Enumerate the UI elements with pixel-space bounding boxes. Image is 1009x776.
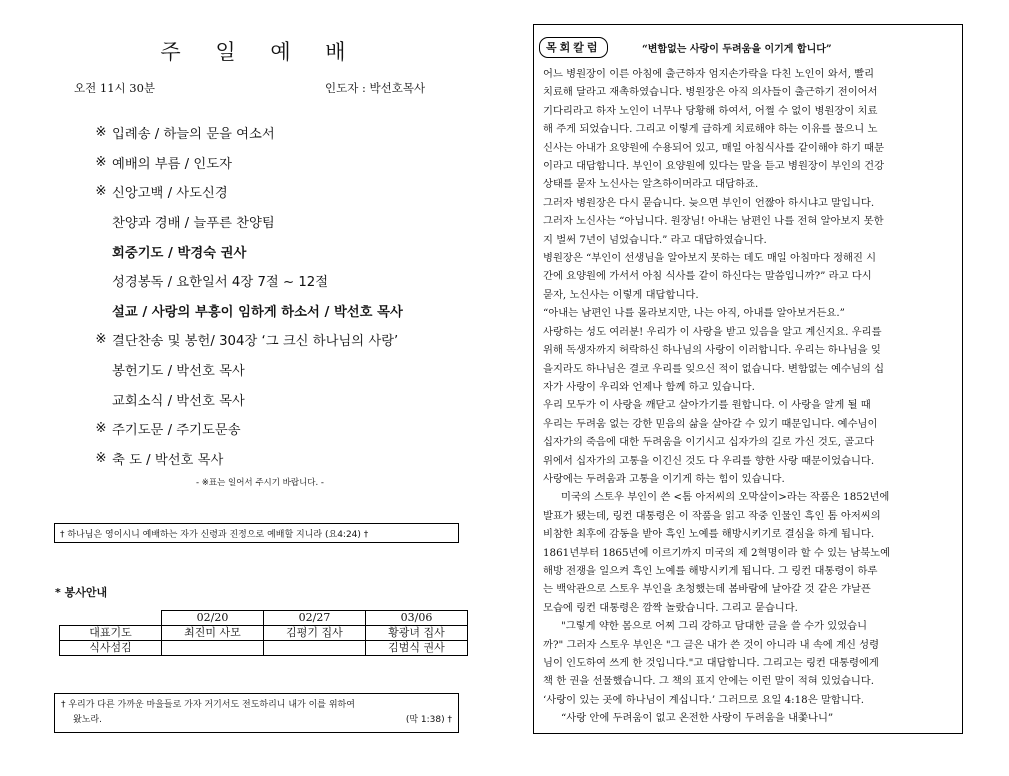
order-item-text: 설교 / 사랑의 부흥이 임하게 하소서 / 박선호 목사 [112,304,403,320]
column-line: ‘사랑이 있는 곳에 하나님이 계십니다.’ 그러므로 요일 4:18은 말합니다. [543,693,865,706]
order-item [90,207,510,237]
standing-mark: ※ [95,421,107,437]
column-line: 발표가 됐는데, 링컨 대통령은 이 작품을 읽고 작중 인물인 흑인 톰 아저씨의 [543,509,881,522]
table-corner-cell [60,611,162,626]
order-item [90,384,510,414]
standing-mark: ※ [95,450,107,466]
column-line: 해 주게 되었습니다. 그리고 이렇게 급하게 치료해야 하는 이유를 물으니 노 [543,123,878,136]
service-guide-heading: * 봉사안내 [55,586,108,599]
column-line: 책 한 권을 선물했습니다. 그 책의 표지 안에는 이런 말이 적혀 있었습니다. [543,675,875,688]
column-line: 지 벌써 7년이 넘었습니다.” 라고 대답하였습니다. [543,233,767,246]
table-cell: 김평기 집사 [264,626,366,641]
column-line: “아내는 남편인 나를 몰라보지만, 나는 아직, 아내를 알아보거든요.” [543,307,845,320]
order-item [90,414,510,444]
column-line: 치료해 달라고 재촉하였습니다. 병원장은 아직 의사들이 출근하기 전이어서 [543,86,878,99]
column-line: 우리 모두가 이 사랑을 깨닫고 살아가기를 원합니다. 이 사랑을 알게 될 때 [543,399,871,412]
mission-verse-ref: (막 1:38) † [405,715,452,725]
standing-note: - ※표는 일어서 주시기 바랍니다. - [195,478,324,488]
mission-verse-box [54,693,459,733]
service-time: 오전 11시 30분 [74,81,156,95]
column-line: 님이 인도하여 쓰게 한 것입니다."고 대답합니다. 그리고는 링컨 대통령에게 [543,657,879,669]
table-cell: 최진미 사모 [162,626,264,641]
service-leader: 인도자 : 박선호목사 [325,81,426,95]
standing-mark: ※ [95,125,107,141]
column-line: "그렇게 약한 몸으로 어찌 그리 강하고 담대한 글을 쓸 수가 있었습니 [561,620,868,633]
column-title: “변함없는 사랑이 두려움을 이기게 합니다” [642,44,832,55]
standing-mark: ※ [95,184,107,200]
column-line: 을지라도 하나님은 결코 우리를 잊으신 적이 없습니다. 변함없는 예수님의 십 [543,362,885,375]
column-line: 그러자 노신사는 “아닙니다. 원장님! 아내는 남편인 나를 전혀 알아보지 못한 [543,215,884,228]
column-line: 미국의 스토우 부인이 쓴 <톰 아저씨의 오막살이>라는 작품은 1852년에 [561,491,890,504]
column-line: 자가 사랑이 우리와 언제나 함께 하고 있습니다. [543,380,755,393]
table-row [60,626,468,641]
column-line: 사랑에는 두려움과 고통을 이기게 하는 힘이 있습니다. [543,472,785,485]
order-item-text: 예배의 부름 / 인도자 [112,156,232,172]
order-item [90,296,510,326]
mission-verse-line2: 왔노라. [73,715,102,725]
column-line: 간에 요양원에 가서서 아침 식사를 같이 하신다는 말씀입니까?” 라고 다시 [543,270,872,283]
order-item-text: 신앙고백 / 사도신경 [112,186,228,202]
order-item [90,118,510,148]
date-header: 02/20 [162,611,264,626]
worship-order-page [0,0,500,776]
order-item [90,266,510,296]
order-item [90,177,510,207]
date-header: 02/27 [264,611,366,626]
standing-mark: ※ [95,154,107,170]
order-item-text: 주기도문 / 주기도문송 [112,423,241,439]
column-line: 까?" 그러자 스토우 부인은 "그 글은 내가 쓴 것이 아니라 내 속에 계신 성령 [543,638,880,651]
row-label: 대표기도 [60,626,162,641]
table-header-row [60,611,468,626]
order-item-text: 찬양과 경배 / 늘푸른 찬양팀 [112,216,275,232]
order-item-text: 봉헌기도 / 박선호 목사 [112,364,245,380]
row-label: 식사섬김 [60,641,162,656]
order-item [90,236,510,266]
order-item-text: 성경봉독 / 요한일서 4장 7절 ~ 12절 [112,275,329,291]
column-line: 는 백악관으로 스토우 부인을 초청했는데 봄바람에 날아갈 것 같은 갸날픈 [543,583,871,596]
table-row [60,641,468,656]
page-title: 주 일 예 배 [160,40,360,64]
order-item-text: 교회소식 / 박선호 목사 [112,393,245,409]
column-line: 십자가의 죽음에 대한 두려움을 이기시고 십자가의 길로 가신 것도, 골고다 [543,436,875,449]
column-line: 병원장은 “부인이 선생님을 알아보지 못하는 데도 매일 아침마다 정해진 시 [543,252,877,265]
scripture-verse-text: † 하나님은 영이시니 예배하는 자가 신령과 진정으로 예배할 지니라 (요4:24) † [60,529,369,540]
column-line: 위에서 십자가의 고통을 이긴신 것도 다 우리를 향한 사랑 때문이었습니다. [543,454,875,467]
table-cell: 황광녀 집사 [366,626,468,641]
order-item [90,148,510,178]
order-item-text: 결단찬송 및 봉헌/ 304장 ‘그 크신 하나님의 사랑’ [112,334,399,350]
column-line: 기다리라고 하자 노인이 너무나 당황해 하여서, 어쩔 수 없이 병원장이 치료 [543,104,878,117]
column-line: 1861년부터 1865년에 이르기까지 미국의 제 2혁명이라 할 수 있는 남북노예 [543,546,891,559]
column-line: 위해 독생자까지 허락하신 하나님의 사랑이 이러합니다. 우리는 하나님을 잊 [543,344,881,357]
column-body [543,65,957,728]
column-line: 해방 전쟁을 일으켜 흑인 노예를 해방시키게 됩니다. 그 링컨 대통령이 하루 [543,564,878,577]
table-cell [264,641,366,656]
column-line: 상태를 묻자 노신사는 알츠하이머라고 대답하죠. [543,178,759,191]
column-line: 이라고 대답합니다. 부인이 요양원에 있다는 말을 듣고 병원장이 부인의 건강 [543,160,885,173]
standing-mark: ※ [95,332,107,348]
order-of-service-list [90,118,510,473]
service-schedule-table [59,610,468,656]
order-item [90,444,510,474]
pastoral-column-box [533,24,963,734]
column-line: 신사는 아내가 요양원에 수용되어 있고, 매일 아침식사를 같이해야 하기 때문 [543,141,885,154]
order-item [90,355,510,385]
order-item [90,325,510,355]
date-header: 03/06 [366,611,468,626]
scripture-verse-box [54,523,459,543]
mission-verse-line1: † 우리가 다른 가까운 마을들로 가자 거기서도 전도하리니 내가 이를 위하여 [61,700,355,710]
column-line: 모습에 링컨 대통령은 깜짝 놀랐습니다. 그리고 묻습니다. [543,601,798,614]
order-item-text: 회중기도 / 박경숙 권사 [112,245,247,261]
column-line: 어느 병원장이 이른 아침에 출근하자 엄지손가락을 다친 노인이 와서, 빨리 [543,68,875,80]
table-cell: 김범식 권사 [366,641,468,656]
column-tag: 목회칼럼 [539,37,608,58]
column-line: 우리는 두려움 없는 강한 믿음의 삶을 살아갈 수 있기 때문입니다. 예수님이 [543,417,878,430]
table-cell [162,641,264,656]
column-line: “사랑 안에 두려움이 없고 온전한 사랑이 두려움을 내쫓나니” [561,712,834,725]
column-line: 사랑하는 성도 여러분! 우리가 이 사랑을 받고 있음을 알고 계신지요. 우리를 [543,325,882,338]
column-line: 비참한 최후에 감동을 받아 흑인 노예를 해방시키기로 결심을 하게 됩니다. [543,528,875,541]
column-line: 그러자 병원장은 다시 묻습니다. 늦으면 부인이 언짢아 하시냐고 말입니다. [543,196,875,209]
column-line: 묻자, 노신사는 이렇게 대답합니다. [543,288,699,301]
order-item-text: 입례송 / 하늘의 문을 여소서 [112,127,275,143]
order-item-text: 축 도 / 박선호 목사 [112,452,224,468]
